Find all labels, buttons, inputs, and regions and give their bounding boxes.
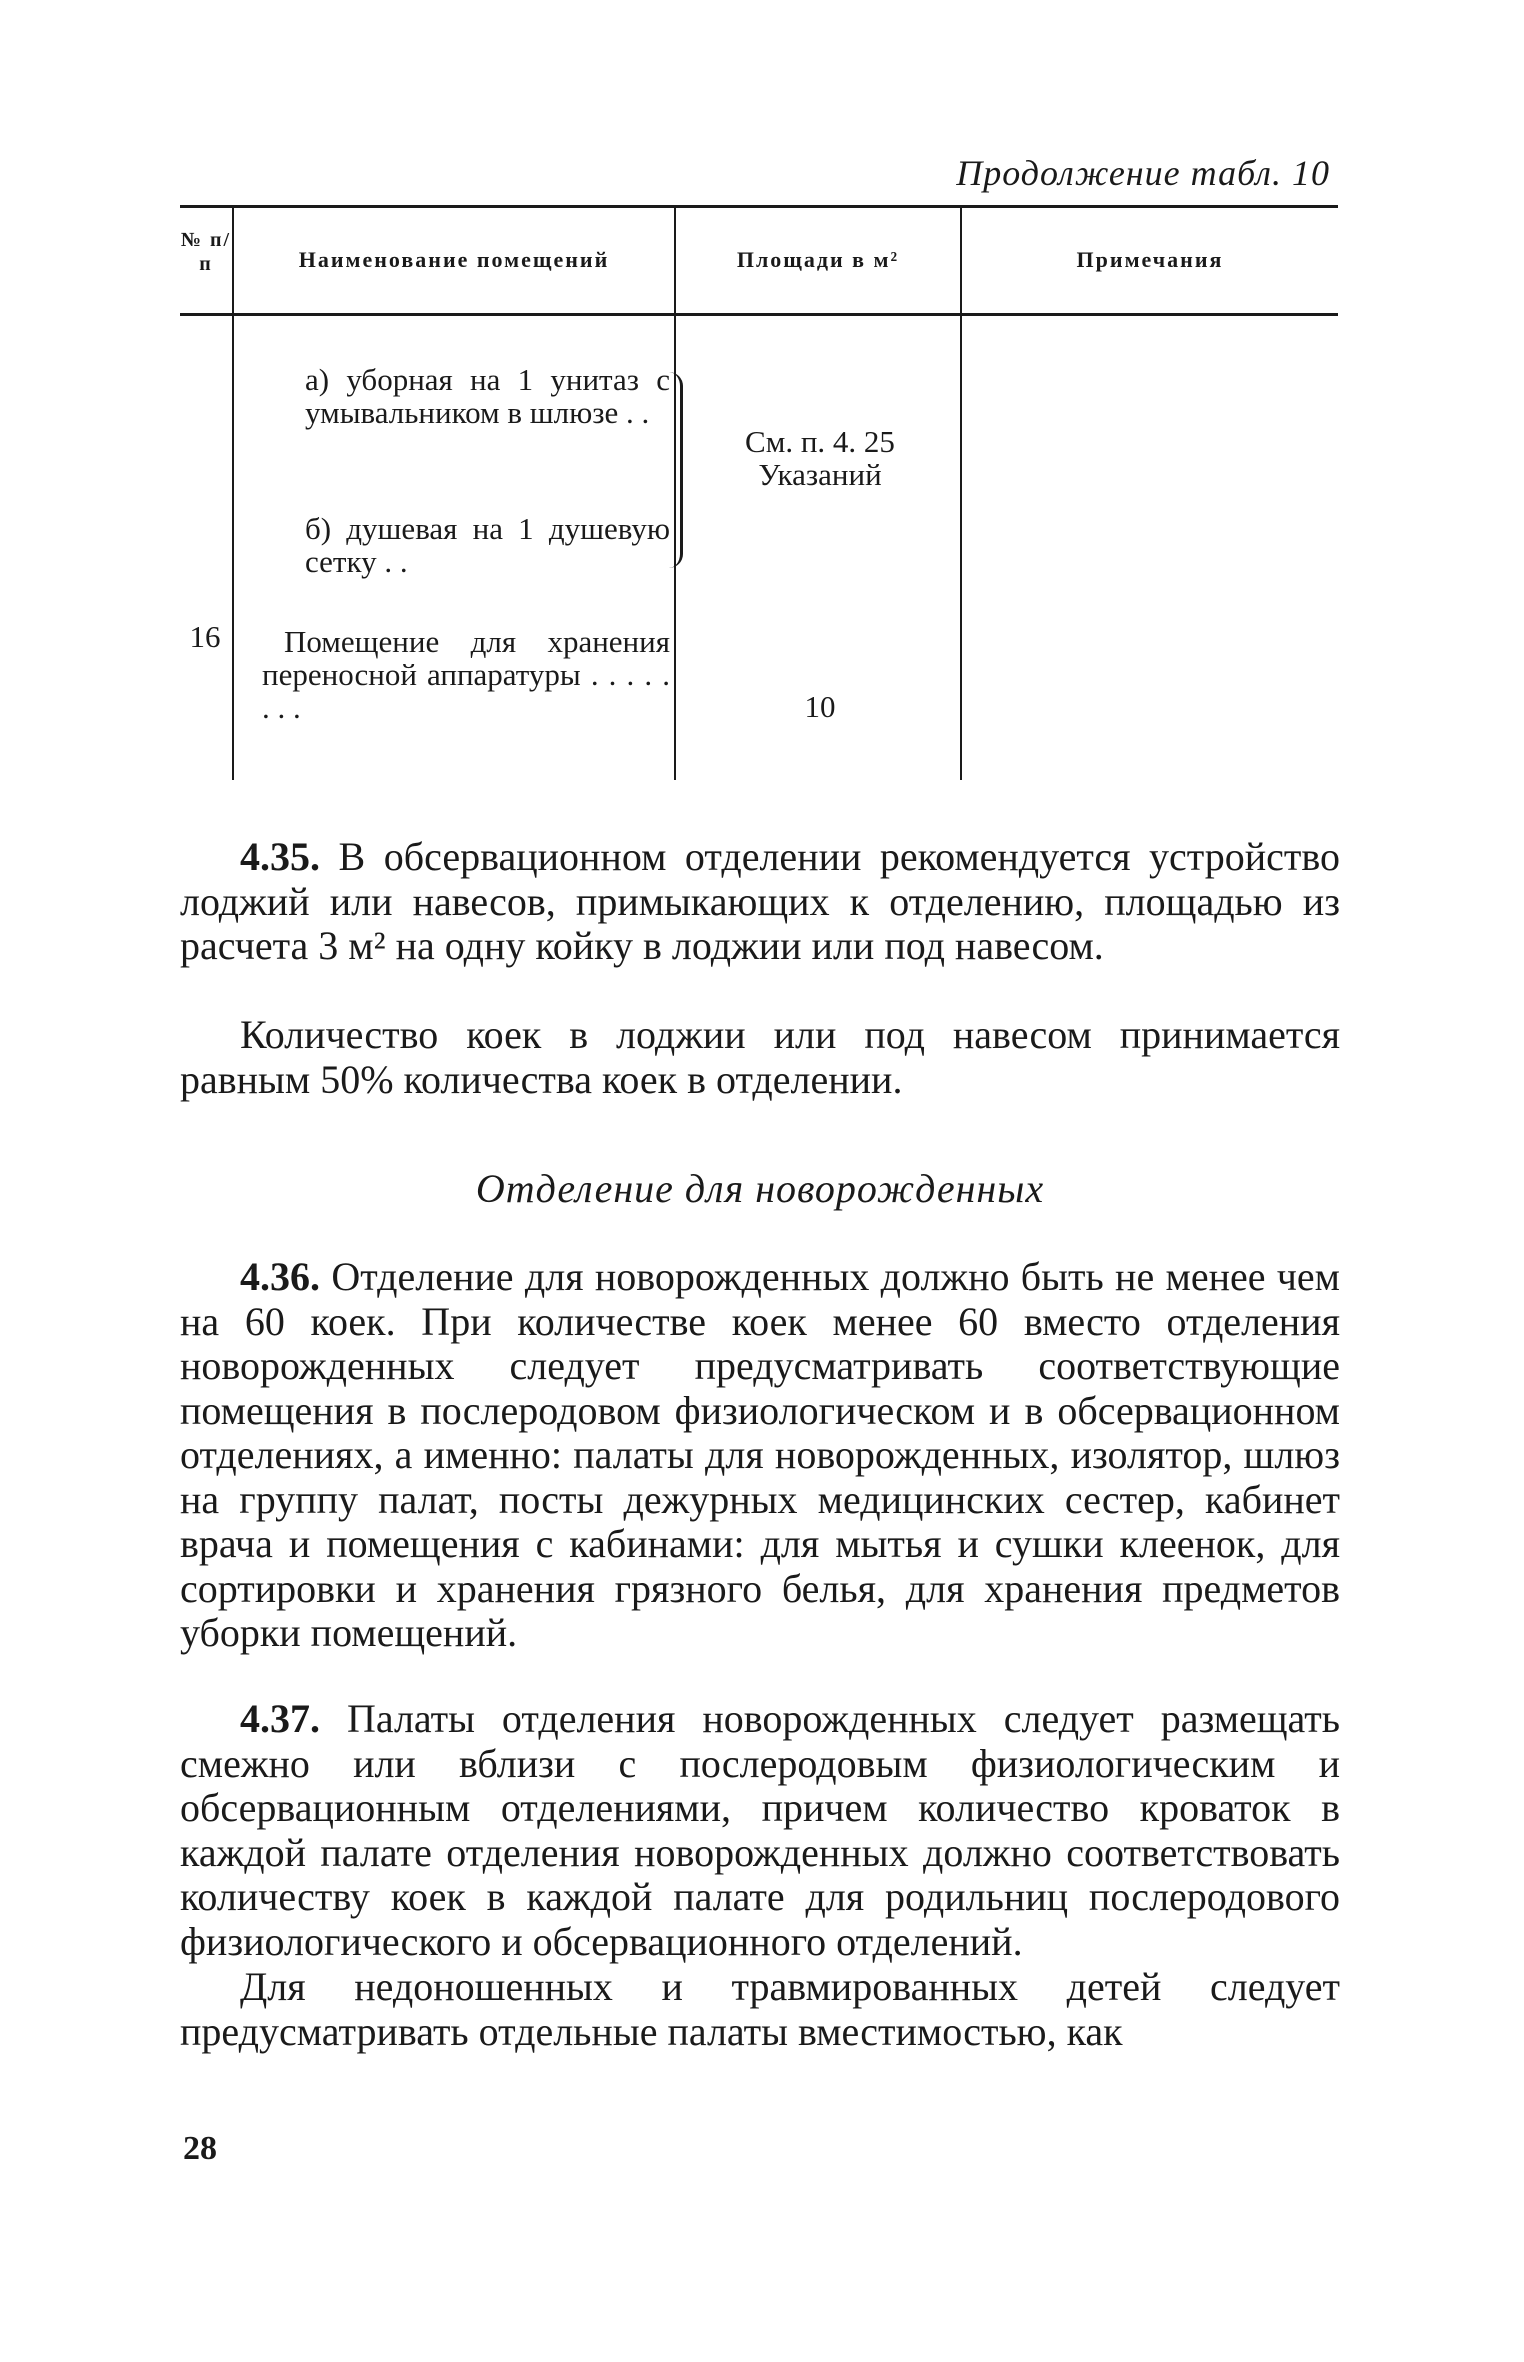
paragraph-4-37-text: Палаты отделения новорожденных следует размещать смежно или вблизи с послеродовым физиологическим и обсервационным отделениями, причем количество кроваток в каждой палате отделения новорожденных должно соответствовать количеству коек в каждой палате для родильниц послеродового физиологического и обсервационного отделений.	[180, 1696, 1340, 1964]
table-col-divider-3	[960, 205, 962, 780]
paragraph-4-35-number: 4.35.	[240, 834, 320, 879]
table-header-bottom-rule	[180, 313, 1338, 316]
room-item-b	[305, 512, 670, 578]
paragraph-4-35	[180, 835, 1340, 969]
room-item-a	[305, 363, 670, 429]
section-heading: Отделение для новорожденных	[475, 1166, 1045, 1211]
table-col-divider-1	[232, 205, 234, 780]
row-number: 16	[189, 619, 221, 654]
area-value: 10	[804, 689, 836, 724]
paragraph-4-35-text: В обсервационном отделении рекомендуется устройство лоджий или навесов, примыкающих к отделению, площадью из расчета 3 м² на одну койку в лоджии или под навесом.	[180, 834, 1340, 968]
header-area: Площади в м²	[736, 247, 900, 272]
header-room-name: Наименование помещений	[298, 247, 610, 272]
table-continuation-title: Продолжение табл. 10	[956, 153, 1330, 193]
paragraph-4-36-text: Отделение для новорожденных должно быть не менее чем на 60 коек. При количестве коек менее 60 вместо отделения новорожденных следует предусматривать соответствующие помещения в послеродовом физиологическом и в обсервационном отделениях, а именно: палаты для новорожденных, изолятор, шлюз на группу палат, посты дежурных медицинских сестер, кабинет врача и помещения с кабинами: для мытья и сушки клеенок, для сортировки и хранения грязного белья, для хранения предметов уборки помещений.	[180, 1254, 1340, 1655]
paragraph-4-35-continuation: Количество коек в лоджии или под навесом принимается равным 50% количества коек в отделении.	[180, 1012, 1340, 1102]
room-item-storage	[262, 625, 670, 724]
paragraph-4-37-continuation: Для недоношенных и травмированных детей следует предусматривать отдельные палаты вместимостью, как	[180, 1964, 1340, 2054]
room-item-b-text: б) душевая на 1 душевую сетку . .	[305, 511, 670, 579]
header-notes: Примечания	[1076, 247, 1224, 272]
page-number: 28	[183, 2130, 217, 2167]
paragraph-4-36-number: 4.36.	[240, 1254, 320, 1299]
paragraph-4-36	[180, 1255, 1340, 1656]
room-item-a-text: а) уборная на 1 унитаз с умывальником в шлюзе . .	[305, 362, 670, 430]
header-number-text: № п/п	[180, 229, 232, 275]
grouping-brace	[664, 372, 683, 568]
rooms-table	[0, 0, 1524, 800]
room-item-storage-text: Помещение для хранения переносной аппаратуры . . . . . . . .	[262, 624, 670, 725]
header-number	[180, 228, 232, 276]
area-reference: См. п. 4. 25 Указаний	[745, 424, 895, 492]
paragraph-4-37	[180, 1697, 1340, 1964]
table-top-rule	[180, 205, 1338, 208]
paragraph-4-37-number: 4.37.	[240, 1696, 320, 1741]
